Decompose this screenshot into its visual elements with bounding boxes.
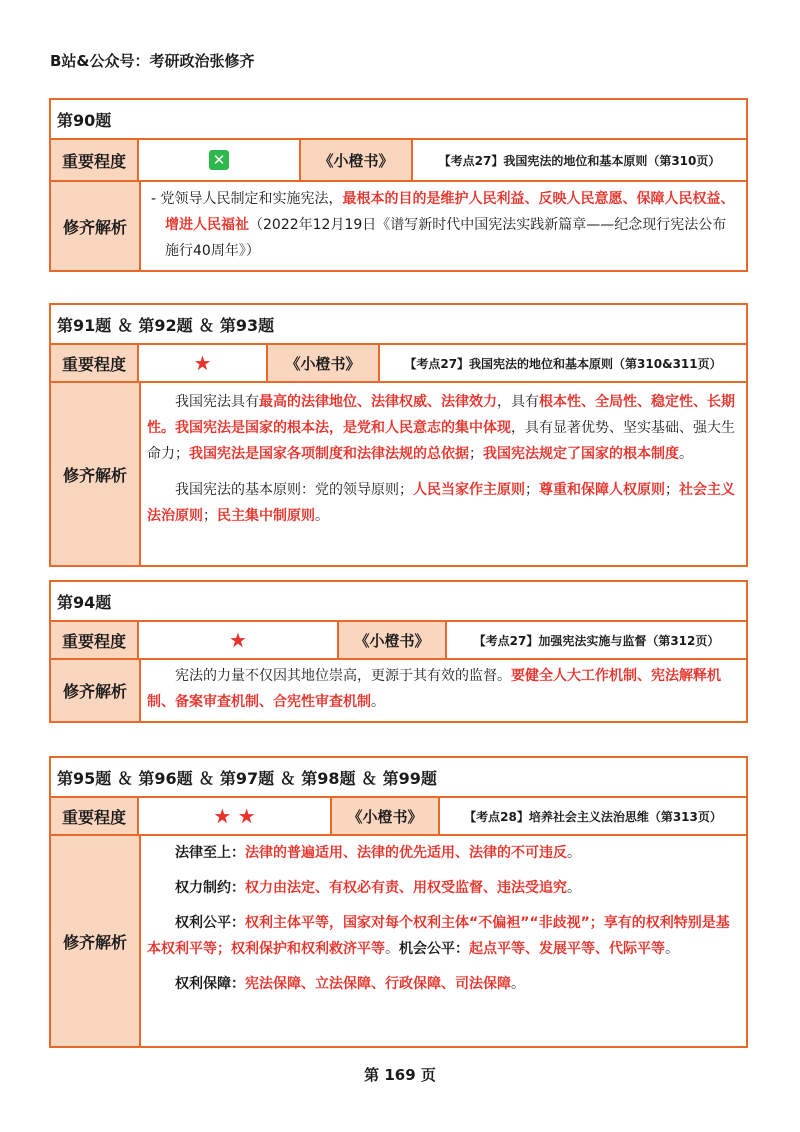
analysis-row — [51, 383, 746, 565]
importance-label: 重要程度 — [51, 345, 139, 381]
analysis-paragraph: 宪法的力量不仅因其地位崇高，更源于其有效的监督。要健全人大工作机制、宪法解释机制、备案审查机制、合宪性审查机制。 — [147, 668, 721, 710]
analysis-paragraph: 我国宪法的基本原则：党的领导原则；人民当家作主原则；尊重和保障人权原则；社会主义法治原则；民主集中制原则。 — [147, 482, 735, 524]
importance-row — [51, 798, 746, 836]
question-block-95-99 — [49, 756, 748, 1048]
importance-rating — [139, 140, 301, 180]
star-icon: ★ ★ — [213, 804, 256, 828]
analysis-item: 法律至上：法律的普遍适用、法律的优先适用、法律的不可违反。 — [175, 845, 581, 861]
reference-point: 【考点28】培养社会主义法治思维（第313页） — [464, 809, 722, 824]
block-title — [51, 582, 746, 622]
question-block-94 — [49, 580, 748, 723]
importance-label: 重要程度 — [51, 622, 139, 658]
importance-rating — [139, 622, 339, 658]
block-title-text: 第95题 ＆ 第96题 ＆ 第97题 ＆ 第98题 ＆ 第99题 — [57, 768, 437, 788]
analysis-row — [51, 836, 746, 1046]
importance-row — [51, 622, 746, 660]
block-title-text: 第91题 ＆ 第92题 ＆ 第93题 — [57, 315, 275, 335]
importance-row — [51, 140, 746, 182]
importance-label: 重要程度 — [51, 140, 139, 180]
importance-label: 重要程度 — [51, 798, 139, 834]
importance-rating — [139, 798, 332, 834]
analysis-body — [141, 660, 746, 721]
analysis-paragraph: 我国宪法具有最高的法律地位、法律权威、法律效力，具有根本性、全局性、稳定性、长期性。我国宪法是国家的根本法，是党和人民意志的集中体现，具有显著优势、坚实基础、强大生命力；我国宪法是国家各项制度和法律法规的总依据；我国宪法规定了国家的根本制度。 — [147, 394, 735, 462]
reference-point: 【考点27】我国宪法的地位和基本原则（第310页） — [438, 153, 721, 168]
reference-point: 【考点27】加强宪法实施与监督（第312页） — [473, 633, 720, 648]
book-title: 《小橙书》 — [268, 345, 380, 381]
analysis-paragraph: - 党领导人民制定和实施宪法，最根本的目的是维护人民利益、反映人民意愿、保障人民权益、增进人民福祉（2022年12月19日《谱写新时代中国宪法实践新篇章——纪念现行宪法公布施行40周年》） — [151, 191, 735, 259]
analysis-row — [51, 182, 746, 270]
analysis-body — [141, 182, 746, 270]
analysis-label: 修齐解析 — [51, 836, 141, 1046]
analysis-row — [51, 660, 746, 721]
book-title: 《小橙书》 — [339, 622, 447, 658]
block-title-text: 第90题 — [57, 110, 112, 130]
question-block-91-93 — [49, 303, 748, 567]
star-icon: ★ — [229, 628, 247, 652]
analysis-item: 权利保障：宪法保障、立法保障、行政保障、司法保障。 — [175, 976, 525, 992]
analysis-item: 权力制约：权力由法定、有权必有责、用权受监督、违法受追究。 — [175, 880, 581, 896]
analysis-item: 权利公平：权利主体平等，国家对每个权利主体“不偏袒”“非歧视”；享有的权利特别是基本权利平等；权利保护和权利救济平等。机会公平：起点平等、发展平等、代际平等。 — [147, 915, 730, 957]
analysis-body — [141, 383, 746, 565]
star-icon: ★ — [193, 351, 212, 375]
page-number: 第 169 页 — [364, 1066, 436, 1084]
question-block-90 — [49, 98, 748, 272]
importance-row — [51, 345, 746, 383]
block-title — [51, 305, 746, 345]
analysis-body — [141, 836, 746, 1046]
reference-point: 【考点27】我国宪法的地位和基本原则（第310&311页） — [404, 356, 722, 371]
cross-mark-icon: ✕ — [209, 150, 229, 170]
analysis-label: 修齐解析 — [51, 383, 141, 565]
analysis-label: 修齐解析 — [51, 660, 141, 721]
header-brand: B站&公众号：考研政治张修齐 — [50, 52, 255, 70]
importance-rating — [139, 345, 268, 381]
book-title: 《小橙书》 — [301, 140, 413, 180]
block-title-text: 第94题 — [57, 592, 112, 612]
block-title — [51, 100, 746, 140]
block-title — [51, 758, 746, 798]
analysis-label: 修齐解析 — [51, 182, 141, 270]
book-title: 《小橙书》 — [332, 798, 440, 834]
